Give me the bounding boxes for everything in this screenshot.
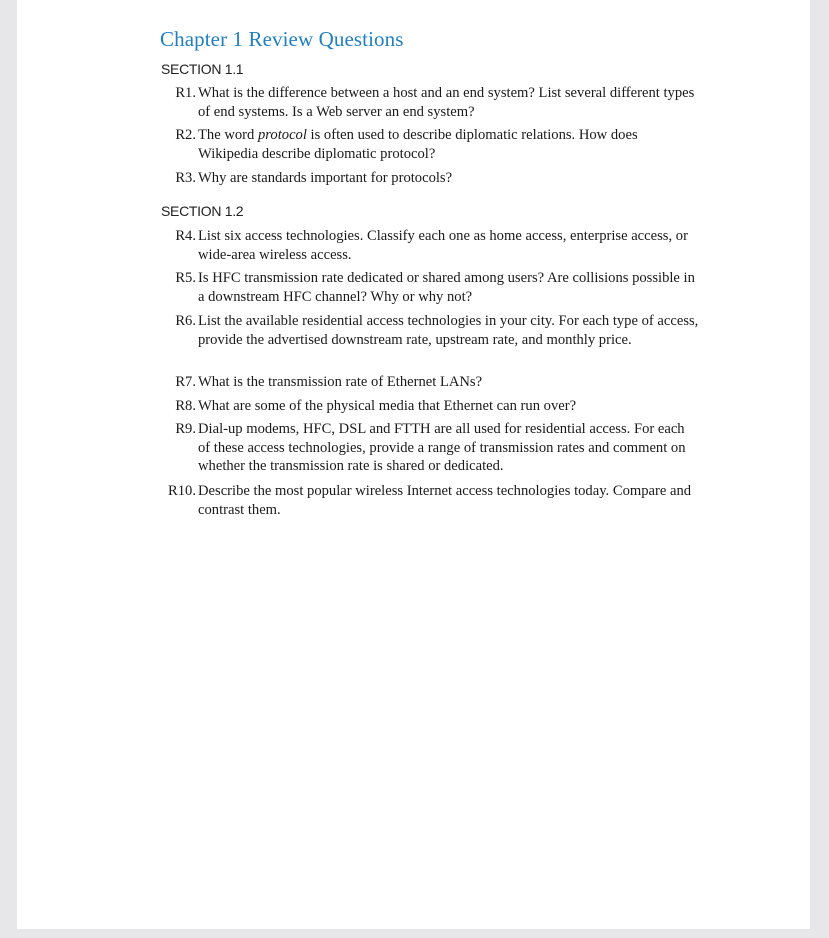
- question-number: R4.: [175, 228, 196, 244]
- question-number: R1.: [175, 85, 196, 101]
- question-text: List six access technologies. Classify each one as home access, enterprise access, or wide-area wireless access.: [198, 228, 688, 263]
- question-r7: [160, 373, 700, 392]
- question-r1: [160, 84, 700, 121]
- document-page: [17, 0, 810, 929]
- question-text: What is the difference between a host and an end system? List several different types of end systems. Is a Web server an end system?: [198, 85, 695, 120]
- question-text: Dial-up modems, HFC, DSL and FTTH are all used for residential access. For each of these access technologies, provide a range of transmission rates and comment on whether the transmission rate is shared or dedicated.: [198, 421, 686, 474]
- question-r6: [160, 312, 700, 349]
- question-number: R10.: [168, 483, 196, 499]
- question-r4: [160, 227, 700, 264]
- question-text: What is the transmission rate of Ethernet LANs?: [198, 374, 483, 390]
- question-number: R5.: [175, 270, 196, 286]
- question-text: Is HFC transmission rate dedicated or shared among users? Are collisions possible in a downstream HFC channel? Why or why not?: [198, 270, 695, 305]
- question-text: Why are standards important for protocols?: [198, 170, 453, 186]
- question-text: Describe the most popular wireless Internet access technologies today. Compare and contrast them.: [198, 483, 692, 518]
- question-text: What are some of the physical media that Ethernet can run over?: [198, 398, 577, 414]
- question-number: R8.: [175, 398, 196, 414]
- question-number: R9.: [175, 421, 196, 437]
- section-heading-1-1: SECTION 1.1: [161, 61, 244, 77]
- question-number: R3.: [175, 170, 196, 186]
- question-r10: [160, 482, 700, 519]
- question-number: R2.: [175, 127, 196, 143]
- question-text: List the available residential access technologies in your city. For each type of access, provide the advertised downstream rate, upstream rate, and monthly price.: [198, 313, 699, 348]
- emphasized-word: protocol: [257, 127, 307, 143]
- question-r5: [160, 269, 700, 306]
- question-r2: [160, 126, 700, 163]
- question-r8: [160, 397, 700, 416]
- question-r3: [160, 169, 700, 188]
- section-heading-1-2: SECTION 1.2: [161, 203, 244, 219]
- question-text: The word protocol is often used to describe diplomatic relations. How does Wikipedia describe diplomatic protocol?: [198, 127, 638, 162]
- question-number: R7.: [175, 374, 196, 390]
- question-r9: [160, 420, 700, 476]
- question-number: R6.: [175, 313, 196, 329]
- chapter-title: Chapter 1 Review Questions: [160, 27, 404, 51]
